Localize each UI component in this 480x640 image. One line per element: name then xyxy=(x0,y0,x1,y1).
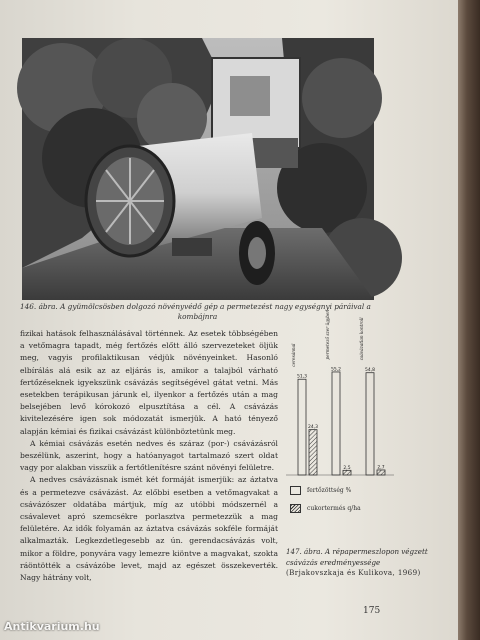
chart-legend xyxy=(290,486,430,522)
bar-infection-0 xyxy=(298,379,306,475)
page-edge-shadow xyxy=(458,0,480,640)
bar-sugar-0 xyxy=(309,430,317,475)
bar-value-label-1-1: 2,5 xyxy=(343,465,351,471)
body-text xyxy=(20,328,278,584)
legend-label-infection: fertőzöttség % xyxy=(307,487,352,494)
legend-item-infection xyxy=(290,486,430,495)
paragraph-3: A nedves csávázásnak ismét két formáját ismerjük: az áztatva és a permetezve csávázást. Az előbbi esetben a vetőmagvakat a csávázószer oldatába mártjuk, míg az utóbbi módszernél a csávalevet apró szemcsékre porlasztva permetezzük a mag felületére. Az idők folyamán az áztatva csávázás sokféle formáját alkalmazták. Legkezdetlegesebb az ún. gerendacsávázás volt, mikor a földre, ponyvára vagy lemezre kiöntve a magvakat, szokta ráöntötték a csávázóbe levet, majd az egészet összekeverték. Nagy hátrány volt, xyxy=(20,475,278,583)
paragraph-1: fizikai hatások felhasználásával történnek. Az esetek többségében a vetőmagra tapadt, még fertőzés előtt álló szervezeteket öljük meg, vagyis profilaktikusan védjük növényeinket. Hasonló elbírálás alá esik az az eljárás is, amikor a talajból várható fertőzéseknek igyekszünk csávázás segítségével gátat vetni. Más esetekben terápikusan járunk el, ilyenkor a fertőzés után a mag belsejében levő kórokozó elpusztítása a cél. A csávázás kivitelezésére igen sok módozatát ismerjük. A ható tényező alapján kémiai és fizikai csávázást különböztetünk meg. xyxy=(20,329,278,436)
bar-infection-2 xyxy=(366,373,374,475)
watermark-logo: Antikvarium.hu xyxy=(4,620,100,633)
bar-chart xyxy=(284,309,396,485)
chart-caption-text: 147. ábra. A répapermeszlopon végzett csávázás eredményessége xyxy=(286,547,428,567)
chart-caption-source: (Brjakovszkaja és Kulikova, 1969) xyxy=(286,568,421,577)
photo-caption-line1: 146. ábra. A gyümölcsösben dolgozó növényvédő gép a permetezést nagy egységnyi páráival a xyxy=(20,302,371,311)
legend-swatch-empty xyxy=(290,486,301,495)
bar-infection-1 xyxy=(332,372,340,475)
bar-category-label-1: permetező szer ügyben xyxy=(325,309,330,360)
bar-category-label-0: ceresánnal xyxy=(291,343,296,367)
photo-caption xyxy=(20,302,375,322)
page-number: 175 xyxy=(363,606,381,616)
bar-value-label-0-2: 54,8 xyxy=(364,368,376,374)
bar-category-label-2: csávázatlan kontroll xyxy=(359,317,364,361)
photo-caption-line2: kombájnra xyxy=(177,312,218,321)
bar-value-label-1-0: 24,3 xyxy=(307,425,319,431)
legend-item-sugar-yield xyxy=(290,504,430,513)
bar-sugar-1 xyxy=(343,470,351,475)
bar-value-label-0-1: 55,2 xyxy=(330,367,342,373)
tractor-sprayer-photo xyxy=(22,38,374,300)
bar-value-label-0-0: 51,3 xyxy=(296,374,308,380)
chart-caption xyxy=(286,547,431,579)
paragraph-2: A kémiai csávázás esetén nedves és száraz (por-) csávázásról beszélünk, aszerint, hogy a hatóanyagot tartalmazó szert oldat vagy por alakban visszük a fertőtlenítésre szánt növényi felületre. xyxy=(20,438,278,473)
bar-sugar-2 xyxy=(377,470,385,475)
legend-swatch-hatched xyxy=(290,504,301,513)
legend-label-sugar-yield: cukortermés q/ha xyxy=(307,505,361,512)
bar-value-label-1-2: 2,7 xyxy=(377,465,385,471)
